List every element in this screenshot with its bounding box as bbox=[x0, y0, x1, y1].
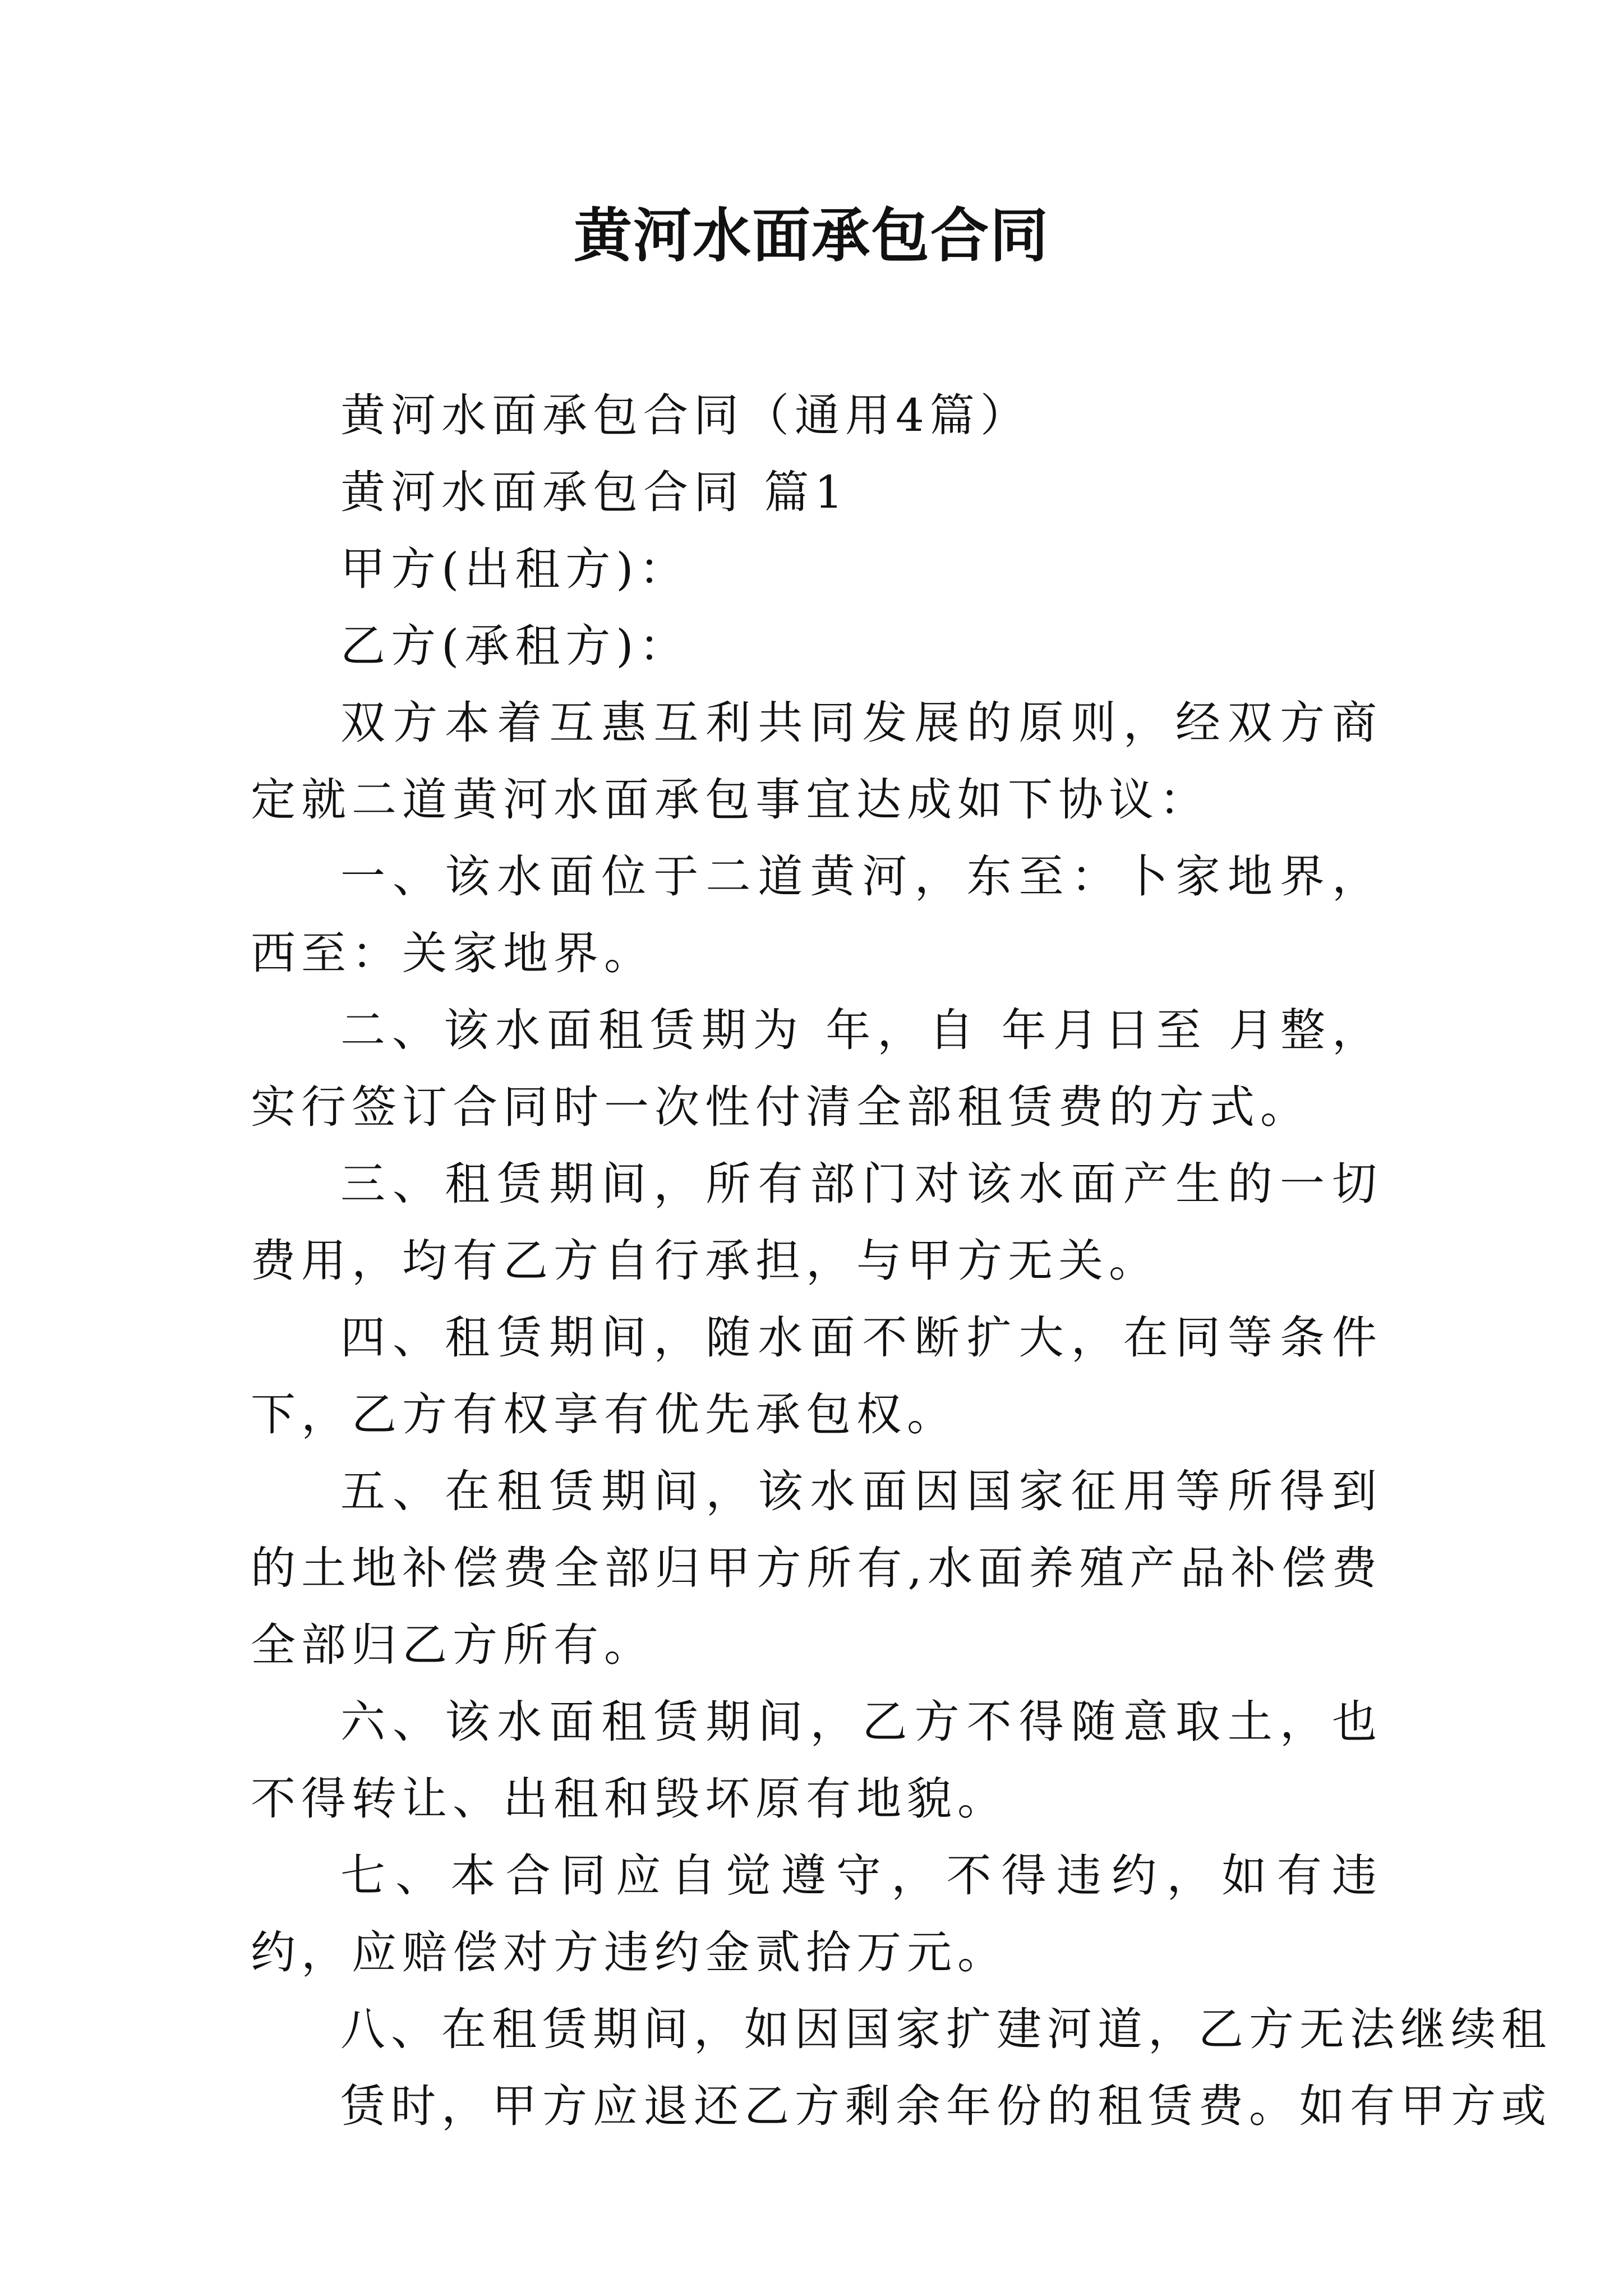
document-title: 黄河水面承包合同 bbox=[573, 201, 1049, 270]
paragraph-clause-3: 三、租赁期间，所有部门对该水面产生的一切费用，均有乙方自行承担，与甲方无关。 bbox=[251, 1158, 1382, 1287]
paragraph-clause-4: 四、租赁期间，随水面不断扩大，在同等条件下，乙方有权享有优先承包权。 bbox=[251, 1312, 1382, 1441]
paragraph-clause-5: 五、在租赁期间，该水面因国家征用等所得到的土地补偿费全部归甲方所有,水面养殖产品补偿费全部归乙方所有。 bbox=[251, 1465, 1382, 1671]
paragraph-clause-6: 六、该水面租赁期间，乙方不得随意取土，也不得转让、出租和毁坏原有地貌。 bbox=[251, 1696, 1382, 1825]
paragraph-party-a: 甲方(出租方)： bbox=[340, 543, 690, 595]
paragraph-clause-1: 一、该水面位于二道黄河，东至：卜家地界，西至：关家地界。 bbox=[251, 850, 1382, 979]
paragraph-subtitle: 黄河水面承包合同（通用4篇） bbox=[340, 389, 1031, 441]
paragraph-clause-2: 二、该水面租赁期为 年，自 年月日至 月整，实行签订合同时一次性付清全部租赁费的方式。 bbox=[251, 1004, 1382, 1133]
paragraph-clause-8-line-2: 赁时，甲方应退还乙方剩余年份的租赁费。如有甲方或 bbox=[340, 2080, 1552, 2132]
paragraph-party-b: 乙方(承租方)： bbox=[340, 620, 690, 672]
document-body bbox=[251, 377, 1552, 2145]
paragraph-clause-8-line-1: 八、在租赁期间，如因国家扩建河道，乙方无法继续租 bbox=[340, 2003, 1552, 2055]
paragraph-clause-7: 七、本合同应自觉遵守，不得违约，如有违约，应赔偿对方违约金贰拾万元。 bbox=[251, 1849, 1382, 1978]
paragraph-preamble: 双方本着互惠互利共同发展的原则，经双方商定就二道黄河水面承包事宜达成如下协议： bbox=[251, 697, 1382, 826]
paragraph-section-heading: 黄河水面承包合同 篇1 bbox=[340, 466, 849, 518]
